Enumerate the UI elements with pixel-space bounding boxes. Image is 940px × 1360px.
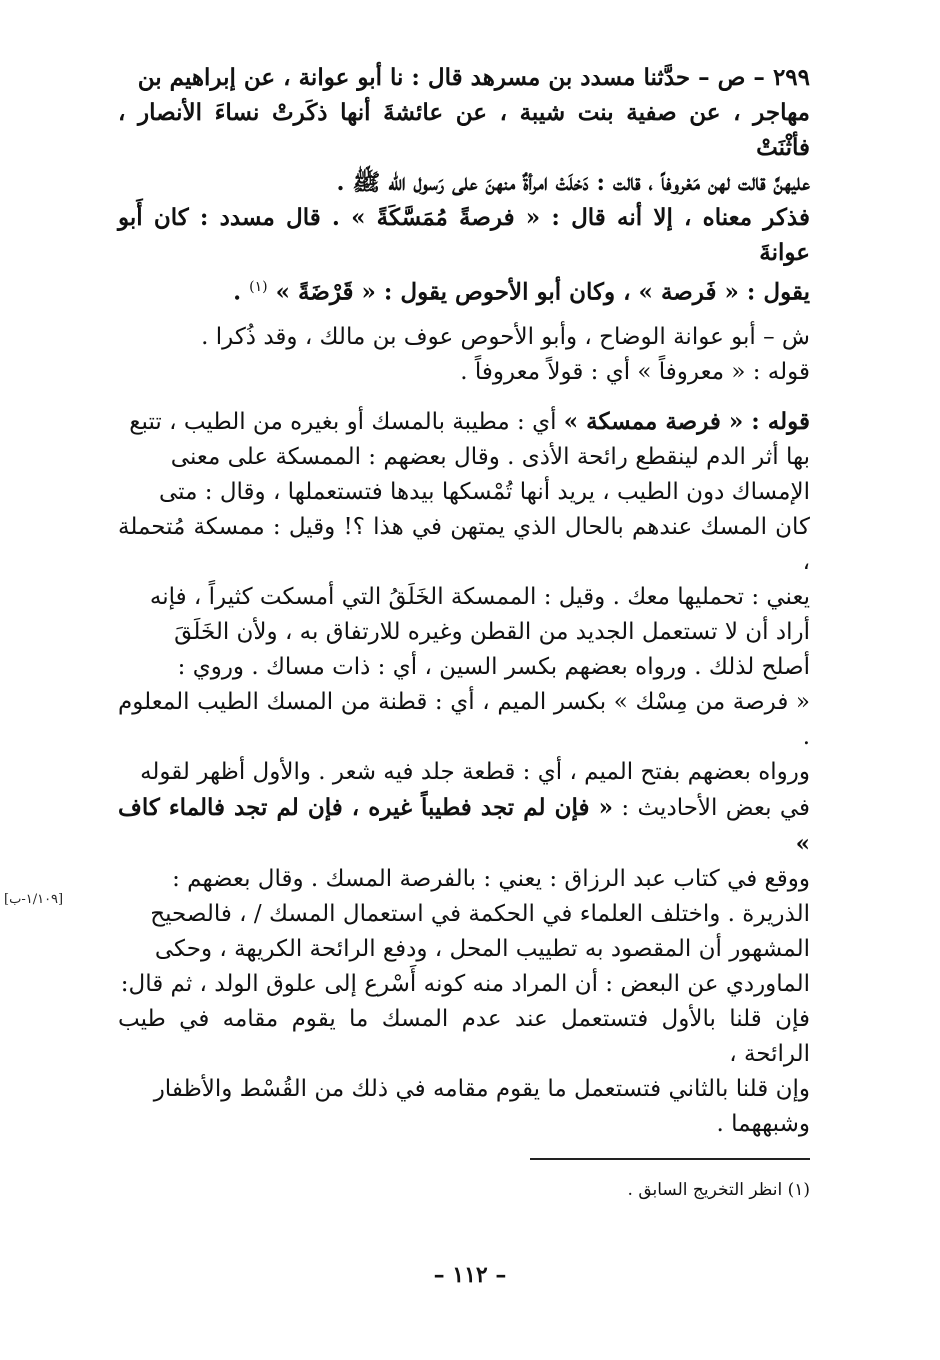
commentary-line: المشهور أن المقصود به تطييب المحل ، ودفع الرائحة الكريهة ، وحكى <box>154 935 810 962</box>
commentary-line: ورواه بعضهم بفتح الميم ، أي : قطعة جلد فيه شعر . والأول أظهر لقوله <box>140 758 810 785</box>
hadith-text <box>118 60 810 310</box>
manuscript-folio-marker: [١/١٠٩-ب] <box>4 892 64 907</box>
page-body <box>118 60 810 1142</box>
commentary-line: ووقع في كتاب عبد الرزاق : يعني : بالفرصة المسك . وقال بعضهم : <box>172 865 810 892</box>
commentary-bold-quote: « فإن لم تجد فطيباً غيره ، فإن لم تجد فالماء كاف » <box>118 793 810 857</box>
hadith-line-last <box>118 270 810 310</box>
commentary-line <box>118 790 810 862</box>
commentary-line: أراد أن لا تستعمل الجديد من القطن وغيره للارتفاق به ، ولأن الخَلَقَ <box>174 618 810 645</box>
commentary-line: كان المسك عندهم بالحال الذي يمتهن في هذا ؟! وقيل : ممسكة مُتحملة ، <box>118 513 810 575</box>
commentary-line: الذريرة . واختلف العلماء في الحكمة في استعمال المسك / ، فالصحيح <box>150 900 810 927</box>
commentary-line: الإمساك دون الطيب ، يريد أنها تُمْسكها بيدها فتستعملها ، وقال : متى <box>159 478 810 505</box>
footnote-divider <box>530 1158 810 1160</box>
hadith-line: ٢٩٩ – ص – حدَّثنا مسدد بن مسرهد قال : نا أبو عوانة ، عن إبراهيم بن <box>137 64 810 91</box>
hadith-line: مهاجر ، عن صفية بنت شيبة ، عن عائشةَ أنها ذكَرتْ نساءَ الأنصار ، فأثْنَتْ <box>118 99 810 161</box>
commentary-line-text: في بعض الأحاديث : <box>621 794 811 821</box>
commentary-line <box>118 404 810 440</box>
commentary-line: فإن قلنا بالأول فتستعمل عند عدم المسك ما يقوم مقامه في طيب الرائحة ، <box>118 1005 810 1067</box>
commentary-line-text: أي : مطيبة بالمسك أو بغيره من الطيب ، تتبع <box>129 408 557 435</box>
commentary-line: الماوردي عن البعض : أن المراد منه كونه أَسْرع إلى علوق الولد ، ثم قال: <box>120 970 810 997</box>
commentary-text <box>118 320 810 1142</box>
hadith-line-end: . <box>233 278 242 306</box>
hadith-line: فذكر معناه ، إلا أنه قال : « فرصةً مُمَسَّكَةً » . قال مسدد : كان أَبو عوانةَ <box>118 204 810 266</box>
commentary-line: وشبههما . <box>716 1110 810 1137</box>
commentary-line: « فرصة من مِسْك » بكسر الميم ، أي : قطنة من المسك الطيب المعلوم . <box>118 688 810 750</box>
commentary-line: أصلح لذلك . ورواه بعضهم بكسر السين ، أي : ذات مساك . وروي : <box>177 653 810 680</box>
footnote: (١) انظر التخريج السابق . <box>627 1180 810 1200</box>
commentary-line: يعني : تحمليها معك . وقيل : الممسكة الخَلَقُ التي أمسكت كثيراً ، فإنه <box>149 583 810 610</box>
footnote-marker: (١) <box>249 279 268 295</box>
hadith-line: يقول : « فَرصة » ، وكان أبو الأحوص يقول : « قَرْضَةً » <box>275 278 810 306</box>
commentary-line: بها أثر الدم لينقطع رائحة الأذى . وقال بعضهم : الممسكة على معنى <box>170 443 810 470</box>
commentary-bold-label: قوله : « فرصة ممسكة » <box>563 407 810 435</box>
commentary-line: ش – أبو عوانة الوضاح ، وأبو الأحوص عوف بن مالك ، وقد ذُكرا . <box>201 323 810 350</box>
commentary-line: قوله : « معروفاً » أي : قولاً معروفاً . <box>460 358 810 385</box>
page-number: – ١١٢ – <box>433 1262 507 1288</box>
commentary-line: وإن قلنا بالثاني فتستعمل ما يقوم مقامه في ذلك من القُسْط والأظفار <box>153 1075 810 1102</box>
hadith-line: عليهنَّ قالت لهن مَعْروفاً ، قالت : دَخلَتْ امرأةٌ منهنَ على رَسول الله ﷺ . <box>336 169 810 196</box>
